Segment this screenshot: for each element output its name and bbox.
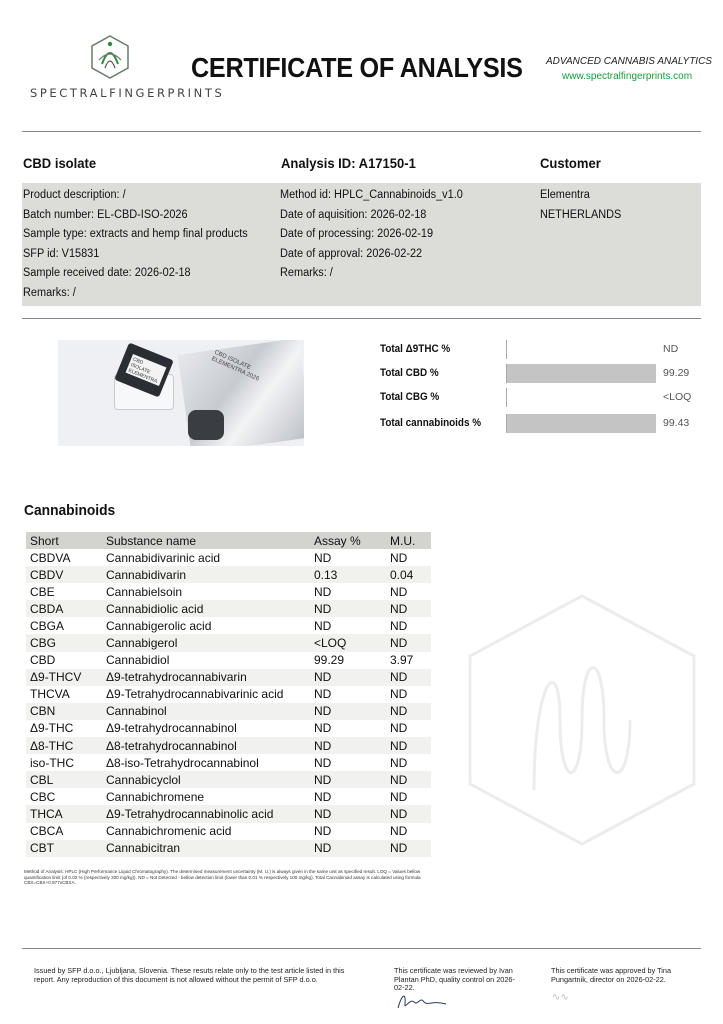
method-id: Method id: HPLC_Cannabinoids_v1.0	[280, 189, 463, 201]
total-value: <LOQ	[663, 391, 692, 403]
table-row	[26, 634, 431, 651]
total-label: Total CBG %	[380, 391, 440, 403]
cell-substance-name: Cannabielsoin	[106, 584, 183, 599]
table-row	[26, 771, 431, 788]
cell-substance-name: Cannabicyclol	[102, 771, 310, 788]
total-bar-fill	[507, 414, 656, 433]
cell-mu: 3.97	[390, 653, 414, 668]
cell-short: CBT	[26, 840, 102, 857]
total-label: Total CBD %	[380, 367, 439, 379]
sample-received-date: Sample received date: 2026-02-18	[23, 267, 191, 280]
logo-wordmark: SPECTRALFINGERPRINTS	[30, 86, 225, 100]
table-row	[26, 754, 431, 771]
product-photo	[58, 340, 304, 446]
cell-short: CBD	[30, 653, 56, 668]
cell-mu: ND	[386, 840, 431, 857]
date-of-processing: Date of processing: 2026-02-19	[280, 228, 434, 241]
total-label: Total Δ9THC %	[380, 343, 451, 355]
cell-substance-name: Cannabidivarin	[102, 566, 310, 583]
cell-substance-name: Cannabidiolic acid	[102, 600, 310, 617]
cell-assay: ND	[310, 600, 386, 617]
cell-short: CBDVA	[30, 550, 71, 565]
cell-assay: ND	[314, 550, 332, 565]
cell-assay: ND	[310, 771, 386, 788]
cell-substance-name: Cannabinol	[102, 703, 310, 720]
header-mu: M.U.	[386, 532, 431, 549]
sample-name: CBD isolate	[23, 155, 97, 171]
cell-short: Δ9-THCV	[26, 669, 102, 686]
cell-assay: ND	[314, 584, 332, 599]
cell-substance-name: Cannabidiol	[106, 653, 170, 668]
header-short: Short	[26, 532, 102, 549]
cell-substance-name: Cannabichromene	[106, 789, 205, 804]
cell-short: CBDV	[26, 566, 102, 583]
cell-assay: ND	[314, 789, 332, 804]
cell-mu: ND	[390, 584, 408, 599]
cell-mu: ND	[390, 618, 408, 633]
cell-assay: ND	[314, 755, 332, 770]
table-row	[26, 549, 431, 566]
cell-short: THCVA	[30, 687, 70, 702]
sample-type: Sample type: extracts and hemp final products	[23, 228, 248, 241]
cell-assay: ND	[310, 840, 386, 857]
total-bar-track	[506, 340, 655, 359]
cell-substance-name: Cannabigerol	[102, 634, 310, 651]
cell-mu: ND	[386, 737, 431, 754]
cell-mu: ND	[390, 550, 408, 565]
method-details-column	[280, 186, 472, 284]
cell-mu: 0.04	[386, 566, 431, 583]
bag-shadow	[188, 410, 224, 440]
analysis-id: Analysis ID: A17150-1	[281, 155, 416, 171]
table-row	[26, 703, 431, 720]
cell-assay: ND	[314, 618, 332, 633]
table-header-row	[26, 532, 431, 549]
cell-assay: ND	[310, 669, 386, 686]
footer-divider	[22, 948, 701, 949]
cell-mu: ND	[390, 755, 408, 770]
table-row	[26, 583, 431, 600]
cell-mu: ND	[390, 789, 408, 804]
cell-substance-name: Δ8-tetrahydrocannabinol	[102, 737, 310, 754]
cell-short: CBL	[26, 771, 102, 788]
issuer-note: Issued by SFP d.o.o., Ljubljana, Slovenia. These resuts relate only to the test article listed in this report. Any reproduction of this document is not allowed without the permit of SFP d.o.o.	[34, 966, 345, 984]
table-row	[26, 840, 431, 857]
cell-substance-name: Δ8-iso-Tetrahydrocannabinol	[106, 755, 259, 770]
cell-short: THCA	[26, 805, 102, 822]
cell-assay: ND	[310, 805, 386, 822]
total-value: 99.29	[663, 367, 690, 379]
page-title: CERTIFICATE OF ANALYSIS	[191, 52, 523, 83]
table-row	[26, 669, 431, 686]
cell-short: CBCA	[30, 824, 64, 839]
total-bar-fill	[507, 364, 656, 383]
table-row	[26, 617, 431, 634]
cell-assay: 0.13	[310, 566, 386, 583]
cell-mu: ND	[386, 703, 431, 720]
date-of-approval: Date of approval: 2026-02-22	[280, 247, 423, 260]
product-description: Product description: /	[23, 189, 126, 201]
cell-substance-name: Cannabichromenic acid	[106, 824, 232, 839]
cell-assay: ND	[314, 824, 332, 839]
info-divider	[22, 318, 701, 319]
brand-tagline: ADVANCED CANNABIS ANALYTICS	[546, 56, 712, 67]
customer-name: Elementra	[540, 189, 590, 201]
sample-details-column	[23, 186, 260, 304]
customer-country: NETHERLANDS	[540, 208, 622, 221]
cannabinoids-table	[26, 532, 431, 857]
cell-short: CBG	[26, 634, 102, 651]
customer-column	[540, 186, 626, 225]
watermark-hexagon-icon	[464, 590, 700, 850]
cannabinoids-title: Cannabinoids	[24, 502, 116, 519]
cell-mu: ND	[386, 669, 431, 686]
cell-substance-name: Cannabidivarinic acid	[106, 550, 221, 565]
cell-short: CBC	[30, 789, 56, 804]
cell-substance-name: Δ9-tetrahydrocannabivarin	[102, 669, 310, 686]
cell-assay: 99.29	[314, 653, 345, 668]
cell-mu: ND	[390, 687, 408, 702]
cell-mu: ND	[390, 721, 408, 736]
table-row	[26, 600, 431, 617]
header-divider	[22, 131, 701, 132]
table-row	[26, 652, 431, 669]
table-row	[26, 686, 431, 703]
cell-mu: ND	[390, 824, 408, 839]
batch-number: Batch number: EL-CBD-ISO-2026	[23, 208, 188, 221]
cell-short: CBDA	[26, 600, 102, 617]
cell-short: CBGA	[30, 618, 65, 633]
cell-assay: ND	[314, 687, 332, 702]
cell-substance-name: Δ9-Tetrahydrocannabivarinic acid	[106, 687, 284, 702]
cell-substance-name: Δ9-Tetrahydrocannabinolic acid	[102, 805, 310, 822]
cell-substance-name: Cannabigerolic acid	[106, 618, 212, 633]
cell-short: iso-THC	[30, 755, 74, 770]
cell-assay: ND	[310, 737, 386, 754]
table-row	[26, 720, 431, 737]
cell-mu: ND	[386, 634, 431, 651]
cell-mu: ND	[386, 805, 431, 822]
jar-label: CBD ISOLATE ELEMENTRA 2026	[126, 354, 167, 386]
cell-short: CBE	[30, 584, 55, 599]
table-row	[26, 788, 431, 805]
cell-short: Δ8-THC	[26, 737, 102, 754]
method-remarks: Remarks: /	[280, 267, 333, 280]
header-assay: Assay %	[310, 532, 386, 549]
cell-substance-name: Cannabicitran	[102, 840, 310, 857]
approver-note: This certificate was approved by Tina Pungartnik, director on 2026-02-22.	[551, 966, 672, 984]
company-logo	[30, 34, 225, 106]
total-value: ND	[663, 343, 679, 355]
website-link[interactable]: www.spectralfingerprints.com	[562, 71, 693, 82]
table-row	[26, 823, 431, 840]
header-substance-name: Substance name	[102, 532, 310, 549]
date-of-acquisition: Date of aquisition: 2026-02-18	[280, 208, 427, 221]
cell-substance-name: Δ9-tetrahydrocannabinol	[106, 721, 237, 736]
reviewer-note: This certificate was reviewed by Ivan Plantan PhD, quality control on 2026-02-22.	[394, 966, 515, 993]
cell-short: Δ9-THC	[30, 721, 74, 736]
total-value: 99.43	[663, 417, 690, 429]
cell-mu: ND	[386, 771, 431, 788]
total-label: Total cannabinoids %	[380, 417, 482, 429]
total-bar-track	[506, 364, 655, 383]
table-row	[26, 566, 431, 583]
sample-remarks: Remarks: /	[23, 286, 76, 299]
reviewer-signature-icon	[396, 990, 448, 1012]
table-row	[26, 805, 431, 822]
sfp-id: SFP id: V15831	[23, 247, 100, 260]
cell-assay: ND	[310, 703, 386, 720]
cell-mu: ND	[386, 600, 431, 617]
spectral-logo-icon	[88, 34, 132, 82]
cell-assay: <LOQ	[310, 634, 386, 651]
approval-stamp-icon: ∿∿	[552, 992, 569, 1003]
bag-label: CBD ISOLATE ELEMENTRA 2026	[210, 349, 260, 383]
table-row	[26, 737, 431, 754]
cell-short: CBN	[26, 703, 102, 720]
cell-assay: ND	[314, 721, 332, 736]
customer-heading: Customer	[540, 155, 601, 171]
method-of-analysis-note: Method of Analysis: HPLC (High Performance Liquid Chromatography). The determined measurement uncertainty (M. U.) is always given in the same unit as specified result. LOQ = Values bellow quantification limit (of 0.02 % (respectively 200 mg/kg)). ND = Not Detected - bellow detection limit (lower than 0.01 % respectively 100 mg/kg). Total Cannabinoid assay is calculated using formula CBX=CBX+0.877xCBXA.	[24, 869, 421, 886]
total-bar-track	[506, 414, 655, 433]
total-bar-track	[506, 388, 655, 407]
